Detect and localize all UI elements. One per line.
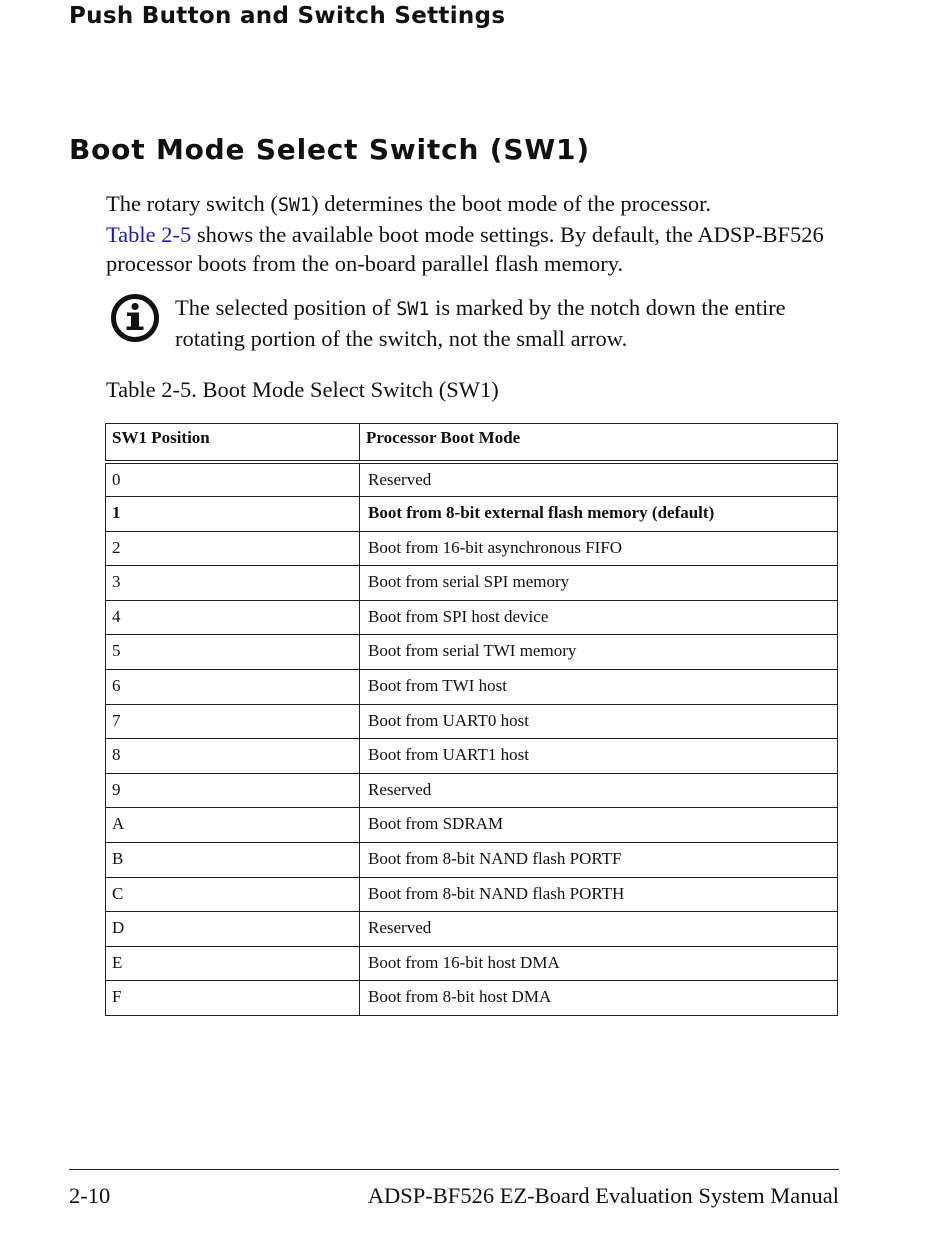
- section-title: Boot Mode Select Switch (SW1): [69, 133, 590, 166]
- table-row: [106, 704, 838, 739]
- info-icon: [110, 293, 160, 343]
- table-row: [106, 877, 838, 912]
- sw1-position-cell: E: [106, 946, 360, 981]
- table-row: [106, 670, 838, 705]
- boot-mode-cell: Reserved: [360, 773, 838, 808]
- table-caption: Table 2-5. Boot Mode Select Switch (SW1): [106, 377, 499, 402]
- table-row: [106, 773, 838, 808]
- sw1-position-cell: 8: [106, 739, 360, 774]
- table-row: [106, 497, 838, 532]
- boot-mode-cell: Boot from 8-bit NAND flash PORTH: [360, 877, 838, 912]
- sw1-position-cell: F: [106, 981, 360, 1016]
- sw1-position-cell: 5: [106, 635, 360, 670]
- sw1-position-cell: 1: [106, 497, 360, 532]
- table-row: [106, 808, 838, 843]
- intro-text-1: The rotary switch (: [106, 191, 278, 216]
- sw1-position-cell: 0: [106, 462, 360, 497]
- boot-mode-cell: Boot from 8-bit NAND flash PORTF: [360, 843, 838, 878]
- boot-mode-cell: Boot from TWI host: [360, 670, 838, 705]
- header-sw1-position: SW1 Position: [106, 424, 360, 463]
- boot-mode-cell: Boot from serial SPI memory: [360, 566, 838, 601]
- table-body: [106, 462, 838, 1016]
- sw1-position-cell: 6: [106, 670, 360, 705]
- boot-mode-cell: Boot from serial TWI memory: [360, 635, 838, 670]
- sw1-position-cell: C: [106, 877, 360, 912]
- sw1-position-cell: D: [106, 912, 360, 947]
- sw1-position-cell: 9: [106, 773, 360, 808]
- sw1-position-cell: A: [106, 808, 360, 843]
- boot-mode-cell: Boot from UART0 host: [360, 704, 838, 739]
- boot-mode-table: [105, 423, 838, 1016]
- table-row: [106, 566, 838, 601]
- intro-text-2: ) determines the boot mode of the processor.: [311, 191, 712, 216]
- table-header-row: [106, 424, 838, 463]
- table-row: [106, 739, 838, 774]
- table-row: [106, 981, 838, 1016]
- note-code: SW1: [396, 299, 430, 320]
- boot-mode-cell: Boot from 8-bit host DMA: [360, 981, 838, 1016]
- sw1-position-cell: 4: [106, 600, 360, 635]
- header-processor-boot-mode: Processor Boot Mode: [360, 424, 838, 463]
- table-row: [106, 843, 838, 878]
- sw1-position-cell: 7: [106, 704, 360, 739]
- table-row: [106, 635, 838, 670]
- intro-text-3: shows the available boot mode settings. By default, the ADSP-BF526 processor boots from the on-board parallel flash memory.: [106, 222, 824, 276]
- intro-paragraph: [106, 189, 866, 278]
- table-row: [106, 600, 838, 635]
- boot-mode-cell: Boot from UART1 host: [360, 739, 838, 774]
- table-row: [106, 531, 838, 566]
- note-text-2: is marked by the notch down the entire rotating portion of the switch, not the small arrow.: [175, 295, 786, 351]
- note-text-1: The selected position of: [175, 295, 397, 320]
- boot-mode-cell: Boot from SPI host device: [360, 600, 838, 635]
- sw1-position-cell: 2: [106, 531, 360, 566]
- sw1-position-cell: B: [106, 843, 360, 878]
- boot-mode-cell: Boot from 16-bit host DMA: [360, 946, 838, 981]
- table-reference-link[interactable]: Table 2-5: [106, 222, 192, 247]
- sw1-position-cell: 3: [106, 566, 360, 601]
- note-text: [175, 293, 835, 353]
- table-row: [106, 946, 838, 981]
- table-row: [106, 912, 838, 947]
- running-header: Push Button and Switch Settings: [69, 3, 506, 29]
- intro-code: SW1: [277, 195, 312, 216]
- boot-mode-cell: Boot from 16-bit asynchronous FIFO: [360, 531, 838, 566]
- boot-mode-cell: Reserved: [360, 912, 838, 947]
- boot-mode-cell: Boot from SDRAM: [360, 808, 838, 843]
- boot-mode-cell: Reserved: [360, 462, 838, 497]
- page-number: 2-10: [69, 1183, 111, 1208]
- manual-title: ADSP-BF526 EZ-Board Evaluation System Manual: [367, 1183, 839, 1208]
- footer-rule: [69, 1169, 839, 1170]
- boot-mode-cell: Boot from 8-bit external flash memory (default): [360, 497, 838, 532]
- table-row: [106, 462, 838, 497]
